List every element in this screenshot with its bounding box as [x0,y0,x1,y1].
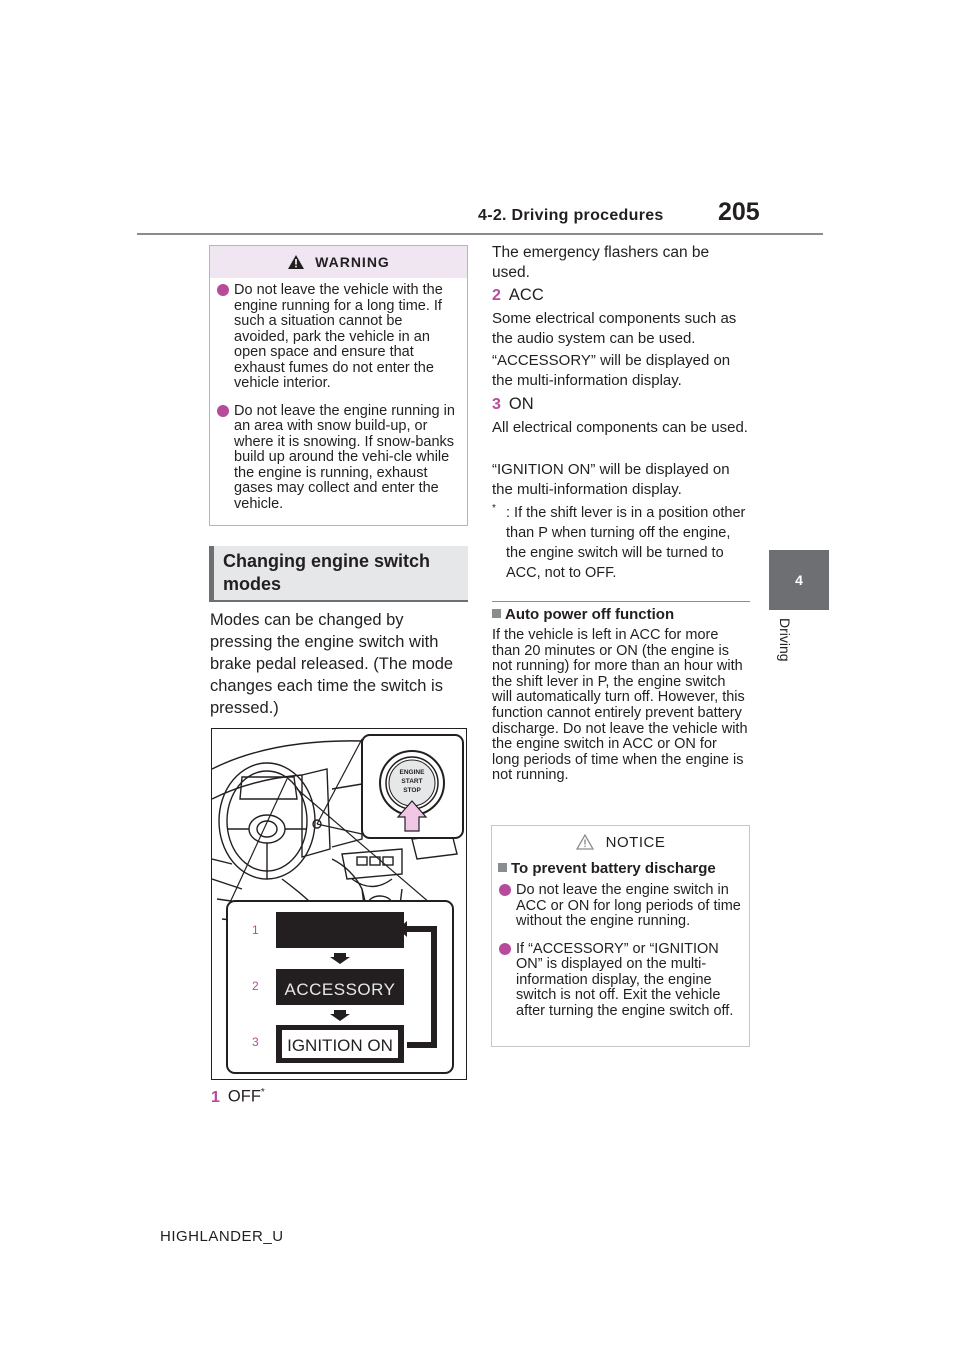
notice-header [492,826,749,858]
step-on-desc: “IGNITION ON” will be displayed on the multi-information display. [492,461,730,498]
intro-text: Modes can be changed by pressing the engine switch with brake pedal released. (The mode changes each time the switch is pressed.) [210,611,454,717]
bullet-icon [499,884,511,896]
mode-number: 1 [252,923,259,937]
step-acc-desc: “ACCESSORY” will be displayed on the multi-information display. [492,352,731,389]
section-heading: 4-2. Driving procedures [478,207,664,224]
section-title: Changing engine switch modes [223,551,431,594]
subsection-divider [492,601,750,602]
mode-number: 2 [252,979,259,993]
dashboard-illustration [212,729,467,1080]
display-accessory-text: ACCESSORY [284,980,396,999]
square-bullet-icon [498,863,507,872]
warning-title: WARNING [315,254,390,270]
step-off-desc: The emergency flashers can be used. [492,244,710,281]
square-bullet-icon [492,609,501,618]
auto-power-off-text: If the vehicle is left in ACC for more than 20 minutes or ON (the engine is not running) for more than an hour with the shift lever in P, the engine switch will automatically turn off. However, this function cannot entirely prevent battery discharge. Do not leave the vehicle with the engine switch in ACC or ON for long periods of time when the engine is not running. [492,627,748,784]
notice-box [491,825,750,1047]
caution-triangle-icon [576,834,594,850]
footnote: * : If the shift lever is in a position other than P when turning off the engine, the engine switch will be turned to ACC, not to OFF. [492,503,746,581]
warning-box [209,245,468,526]
header-divider [137,233,823,235]
step-on: 3 ON [492,395,534,413]
bullet-icon [217,405,229,417]
mode-number: 3 [252,1035,259,1049]
button-label-line: STOP [403,787,421,794]
button-label-line: START [401,778,423,785]
step-on-desc: All electrical components can be used. [492,419,748,436]
warning-header [210,246,467,278]
bullet-icon [499,943,511,955]
footer-model: HIGHLANDER_U [160,1228,284,1245]
display-ignition-text: IGNITION ON [287,1036,393,1055]
warning-triangle-icon [287,254,305,270]
auto-power-off-title: Auto power off function [492,606,750,623]
step-acc: 2 ACC [492,286,544,304]
notice-title: NOTICE [605,833,666,851]
notice-item: Do not leave the engine switch in ACC or ON for long periods of time without the engine running. [496,883,741,930]
chapter-tab[interactable]: 4 [769,550,829,610]
notice-subtitle: To prevent battery discharge [498,860,743,877]
notice-item: If “ACCESSORY” or “IGNITION ON” is displayed on the multi-information display, the engine switch is not off. Exit the vehicle after turning the engine switch off. [496,942,741,1020]
step-off: 1 OFF* [211,1087,265,1106]
page-number: 205 [718,198,760,226]
title-accent-bar [209,546,214,600]
display-off [276,912,404,948]
section-title-box [209,546,468,602]
step-acc-desc: Some electrical components such as the audio system can be used. [492,310,737,347]
button-label-line: ENGINE [399,769,425,776]
warning-item: Do not leave the vehicle with the engine running for a long time. If such a situation cannot be avoided, park the vehicle in an open space and ensure that exhaust fumes do not enter the vehicle interior. [214,283,459,392]
bullet-icon [217,284,229,296]
warning-item: Do not leave the engine running in an area with snow build-up, or where it is snowing. If snow-banks build up around the vehi-cle while the engine is running, exhaust gases may collect and enter the vehicle. [214,404,459,513]
engine-switch-figure [211,728,467,1080]
chapter-label: Driving [777,618,793,662]
